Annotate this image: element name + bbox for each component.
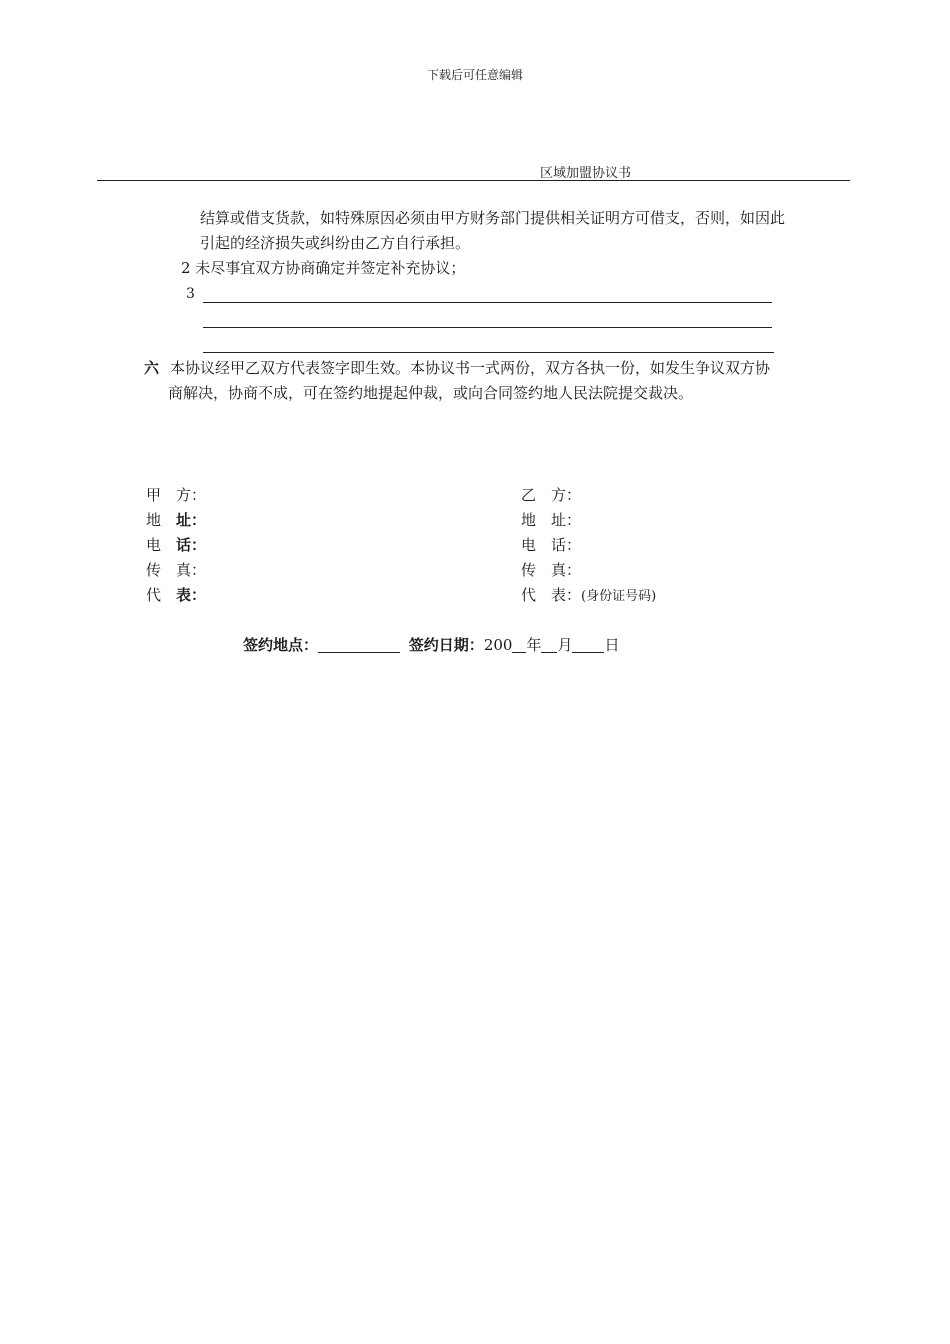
signing-place-label: 签约地点： xyxy=(243,636,319,654)
year-label: 年 xyxy=(526,636,542,654)
blank-line-2 xyxy=(203,327,772,328)
year-blank xyxy=(512,636,526,653)
download-note: 下载后可任意编辑 xyxy=(426,68,523,82)
signing-date-label: 签约日期： xyxy=(408,636,484,654)
party-a-representative-row: 代 表： xyxy=(146,586,207,604)
day-label: 日 xyxy=(604,636,620,654)
blank-line-1 xyxy=(203,302,772,303)
year-prefix: 200 xyxy=(483,636,513,654)
id-number-note: (身份证号码) xyxy=(581,589,657,604)
party-b-phone-row: 电 话： xyxy=(521,536,582,554)
section-6-line-2: 商解决，协商不成，可在签约地提起仲裁，或向合同签约地人民法院提交裁决。 xyxy=(168,384,694,402)
month-label: 月 xyxy=(557,636,573,654)
section-6-line-1: 本协议经甲乙双方代表签字即生效。本协议书一式两份，双方各执一份，如发生争议双方协 xyxy=(170,359,771,377)
party-b-fax-row: 传 真： xyxy=(521,561,582,579)
party-b-representative-row: 代 表：(身份证号码) xyxy=(521,586,657,604)
header-rule xyxy=(97,180,850,181)
month-blank xyxy=(541,636,557,653)
party-b-name-row: 乙 方： xyxy=(521,486,582,504)
document-title: 区域加盟协议书 xyxy=(540,166,632,181)
section-6-number: 六 xyxy=(144,359,160,377)
signing-place-date-row xyxy=(243,634,620,655)
party-a-fax-row: 传 真： xyxy=(146,561,207,579)
signing-place-blank xyxy=(318,636,400,653)
party-a-address-row: 地 址： xyxy=(146,511,207,529)
clause-text-line-1: 结算或借支货款，如特殊原因必须由甲方财务部门提供相关证明方可借支，否则，如因此 xyxy=(200,209,786,227)
blank-line-3 xyxy=(203,352,774,353)
party-b-address-row: 地 址： xyxy=(521,511,582,529)
party-a-phone-row: 电 话： xyxy=(146,536,207,554)
supplementary-item-2: 2 未尽事宜双方协商确定并签定补充协议； xyxy=(181,259,466,277)
clause-text-line-2: 引起的经济损失或纠纷由乙方自行承担。 xyxy=(200,234,471,252)
party-a-name-row: 甲 方： xyxy=(146,486,207,504)
supplementary-item-3-number: 3 xyxy=(186,286,195,302)
day-blank xyxy=(572,636,604,653)
